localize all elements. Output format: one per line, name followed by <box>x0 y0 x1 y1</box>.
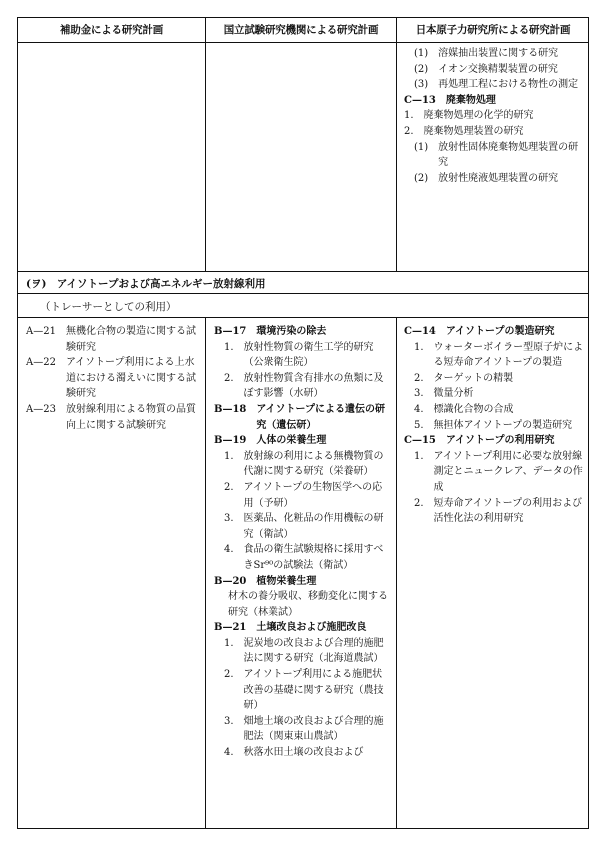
item-number: (2) <box>414 172 439 184</box>
item-text: アイソトープの生物医学への応用（予研） <box>243 481 383 509</box>
item-text: ウォーターボイラー型原子炉による短寿命アイソトープの製造 <box>433 341 584 369</box>
item-number: B—20 <box>214 575 257 587</box>
list-item <box>404 77 584 93</box>
item-text: 土壌改良および施肥改良 <box>256 622 367 634</box>
col-divider-1-top <box>205 18 206 271</box>
item-number: 3. <box>224 513 244 525</box>
list-item <box>26 324 198 355</box>
item-text: アイソトープの製造研究 <box>445 326 555 337</box>
item-number: 1. <box>224 450 244 462</box>
item-number: 3. <box>414 388 434 400</box>
item-text: 無機化合物の製造に関する試験研究 <box>65 326 196 353</box>
section-heading: (ヲ) アイソトープおよび高エネルギー放射線利用 <box>26 278 266 290</box>
rule-header <box>18 42 588 43</box>
list-item <box>404 340 584 371</box>
list-item <box>214 402 390 433</box>
item-text: アイソトープの利用研究 <box>445 435 555 447</box>
list-item <box>404 433 584 449</box>
jaeri-list <box>404 324 584 527</box>
list-item <box>214 340 390 371</box>
item-number: 3. <box>224 715 244 727</box>
list-item <box>404 402 584 418</box>
item-text: 人体の栄養生理 <box>256 435 327 447</box>
item-text: 廃棄物処理装置の研究 <box>423 125 524 137</box>
item-text: 材木の養分吸収、移動変化に関する研究（林業試） <box>228 591 388 618</box>
item-number: B—17 <box>214 326 257 337</box>
item-text: 医薬品、化粧品の作用機転の研究（衛試） <box>243 513 384 540</box>
item-number: 1. <box>414 341 434 353</box>
col-divider-2-bottom <box>396 317 397 828</box>
list-item <box>404 140 584 171</box>
item-number: (1) <box>414 48 439 59</box>
header-jaeri: 日本原子力研究所による研究計画 <box>415 24 571 36</box>
item-text: 廃棄物処理 <box>445 94 496 106</box>
subsidy-list <box>26 324 198 433</box>
list-item <box>214 449 390 480</box>
item-number: 4. <box>414 403 434 415</box>
rule-section-bottom <box>18 317 588 318</box>
item-text: 放射性固体廃棄物処理装置の研究 <box>438 141 579 169</box>
item-number: B—21 <box>214 622 257 634</box>
item-number: 1. <box>414 450 434 462</box>
research-plan-table <box>17 17 589 829</box>
list-item <box>404 449 584 496</box>
item-number: 4. <box>224 544 244 556</box>
item-number: C—15 <box>404 435 446 447</box>
item-number: A—23 <box>26 403 66 415</box>
list-item <box>404 46 584 62</box>
list-item <box>404 496 584 527</box>
item-text: ターゲットの精製 <box>433 372 514 384</box>
list-item <box>214 371 390 402</box>
item-number: 5. <box>414 419 434 431</box>
item-number: A—22 <box>26 357 66 369</box>
list-item <box>404 324 584 340</box>
item-text: 短寿命アイソトープの利用および活性化法の利用研究 <box>433 497 583 525</box>
item-text: 廃棄物処理の化学的研究 <box>423 110 534 122</box>
item-number: (3) <box>414 79 439 91</box>
item-text: アイソトープ利用による施肥状改善の基礎に関する研究（農技研） <box>243 669 384 712</box>
item-number: C—13 <box>404 94 446 106</box>
item-number: (2) <box>414 63 439 75</box>
item-text: 溶媒抽出装置に関する研究 <box>438 48 559 59</box>
item-number: 1. <box>224 341 244 353</box>
list-item <box>214 620 390 636</box>
item-text: 食品の衛生試験規格に採用すべきSr⁹⁰の試験法（衛試） <box>243 544 384 571</box>
item-text: 泥炭地の改良および合理的施肥法に関する研究（北海道農試） <box>243 637 384 665</box>
item-text: アイソトープ利用に必要な放射線測定とニュークレア、データの作成 <box>433 450 583 493</box>
national-labs-list <box>214 324 390 761</box>
list-item <box>214 574 390 590</box>
list-item <box>214 636 390 667</box>
item-text: 放射線の利用による無機物質の代謝に関する研究（栄養研） <box>243 450 384 478</box>
list-item <box>404 108 584 124</box>
rule-section-top <box>18 271 588 272</box>
list-item <box>214 745 390 761</box>
item-text: 放射性物質の衛生工学的研究（公衆衛生院） <box>243 341 374 369</box>
list-item <box>404 93 584 109</box>
header-subsidy: 補助金による研究計画 <box>60 24 163 36</box>
item-number: 2. <box>404 125 424 137</box>
item-text: 標識化合物の合成 <box>433 403 514 415</box>
item-text: 無担体アイソトープの製造研究 <box>433 419 573 431</box>
item-text: アイソトープ利用による上水道における濁えいに関する試験研究 <box>65 357 196 400</box>
item-number: 1. <box>404 110 424 122</box>
item-number: 2. <box>414 497 434 509</box>
item-number: 2. <box>414 372 434 384</box>
col-divider-2-top <box>396 18 397 271</box>
item-text: 微量分析 <box>433 388 474 400</box>
item-number: 1. <box>224 637 244 649</box>
list-item <box>404 418 584 434</box>
list-item <box>404 386 584 402</box>
item-text: 秋落水田土壌の改良および <box>243 747 364 759</box>
item-number: 4. <box>224 747 244 759</box>
item-text: 放射性廃液処理装置の研究 <box>438 172 559 184</box>
list-item <box>404 62 584 78</box>
list-item <box>404 171 584 187</box>
list-item <box>214 433 390 449</box>
list-item <box>404 124 584 140</box>
item-number: B—18 <box>214 403 257 415</box>
list-item <box>214 714 390 745</box>
item-number: 2. <box>224 372 244 384</box>
list-item <box>214 480 390 511</box>
item-number: 2. <box>224 481 244 493</box>
list-item <box>26 402 198 433</box>
list-item <box>26 355 198 402</box>
list-item <box>214 542 390 573</box>
item-text: 放射線利用による物質の品質向上に関する試験研究 <box>65 403 196 431</box>
list-item <box>404 371 584 387</box>
item-text: アイソトープによる遺伝の研究（遺伝研） <box>256 403 385 431</box>
item-number: C—14 <box>404 326 446 337</box>
item-text: 放射性物質含有排水の魚類に及ぼす影響（水研） <box>243 372 384 400</box>
list-item <box>214 511 390 542</box>
item-text: 環境汚染の除去 <box>256 326 327 337</box>
list-item <box>214 667 390 714</box>
item-number: 2. <box>224 669 244 681</box>
list-item <box>214 324 390 340</box>
section-subheading: （トレーサーとしての利用） <box>40 301 177 313</box>
header-national-labs: 国立試験研究機関による研究計画 <box>223 24 379 36</box>
item-text: 畑地土壌の改良および合理的施肥法（関東東山農試） <box>243 715 384 743</box>
item-text: イオン交換精製装置の研究 <box>438 63 558 75</box>
item-text: 植物栄養生理 <box>256 575 317 587</box>
item-number: (1) <box>414 141 439 153</box>
jaeri-continued-list <box>404 46 584 186</box>
item-number: A—21 <box>26 326 66 337</box>
rule-section-mid <box>18 293 588 294</box>
item-number: B—19 <box>214 435 257 447</box>
col-divider-1-bottom <box>205 317 206 828</box>
list-item <box>214 589 390 620</box>
item-text: 再処理工程における物性の測定 <box>438 79 579 91</box>
